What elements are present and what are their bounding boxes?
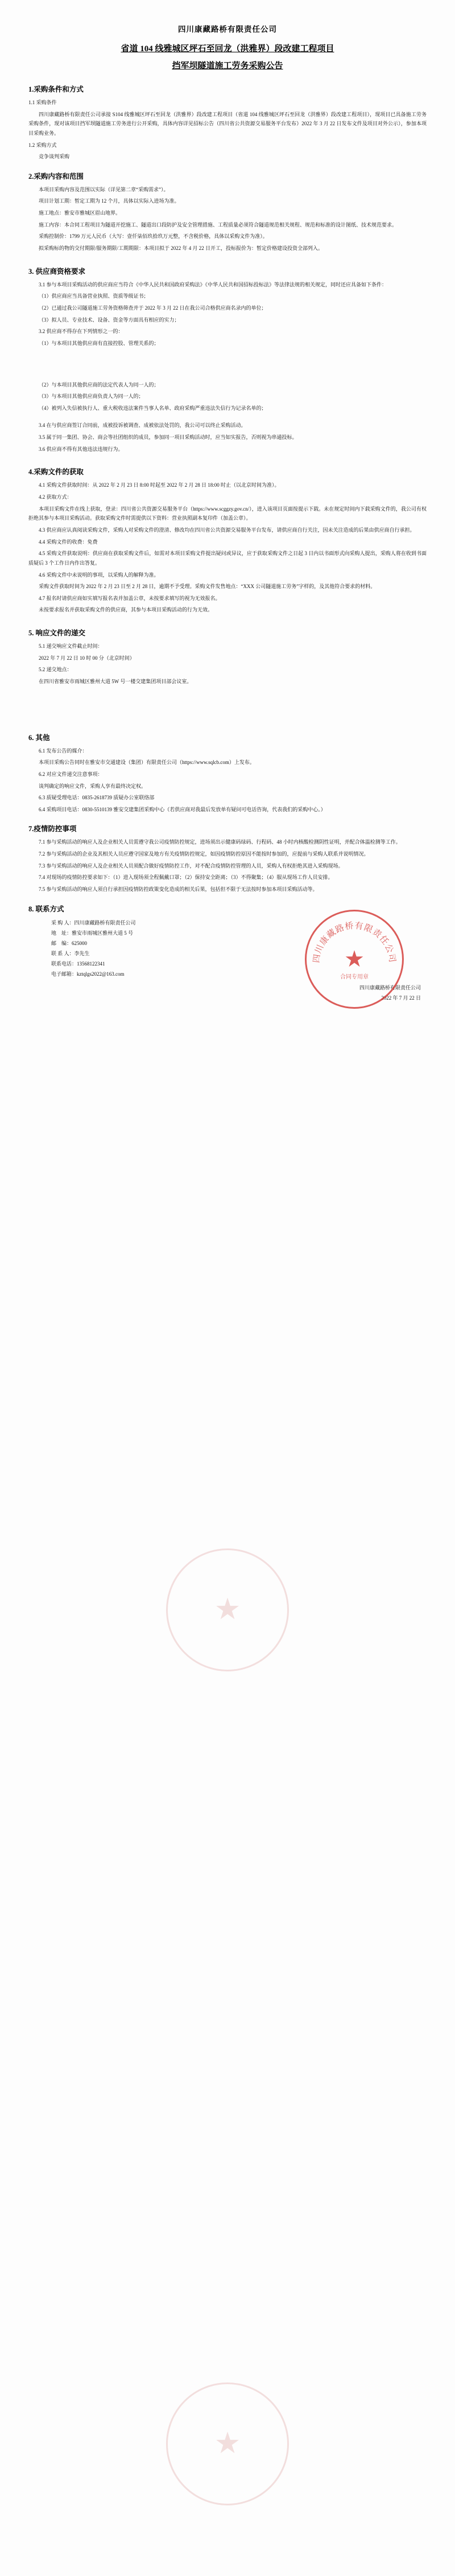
paragraph: 4.4 采购文件的收费：免费 (39, 539, 98, 545)
paragraph: 3.4 在与供应商签订合同前，成被投诉被调查、成被依法处罚的，我公司可以终止采购活动。 (39, 422, 246, 429)
contact-line: 联 系 人：李先生 (51, 950, 90, 956)
company-name: 四川康藏路桥有限责任公司 (178, 25, 277, 34)
watermark-seal-icon (166, 1548, 289, 1671)
section-procurement-conditions (28, 84, 427, 162)
contact-line: 联系电话：13568122341 (51, 960, 105, 967)
paragraph: 4.1 采购文件获取时间：从 2022 年 2 月 23 日 8:00 时起至 2022 年 2 月 28 日 18:00 时止（以北京时间为准）。 (39, 482, 280, 488)
document-sheet (28, 0, 427, 1129)
paragraph: 3.1 参与本项目采购活动的供应商应当符合《中华人民共和国政府采购法》《中华人民共和国招标投标法》等法律法规的相关规定，同时还应具备如下条件： (39, 281, 387, 287)
signature-org: 四川康藏路桥有限责任公司 (359, 984, 421, 991)
section-heading: 5. 响应文件的递交 (28, 629, 86, 638)
paragraph: （4）被列入失信被执行人、重大税收违法案件当事人名单、政府采购严重违法失信行为记录名单的； (39, 405, 267, 411)
document-title-line1-text: 省道 104 线雅城区坪石至回龙（洪雅界）段改建工程项目 (121, 44, 334, 54)
paragraph: 6.2 对应文件递交注意事项： (39, 771, 103, 777)
paragraph: 3.2 供应商不得存在下列情形之一的： (39, 328, 123, 335)
paragraph: 5.1 递交响应文件截止时间： (39, 643, 103, 650)
paragraph: 四川康藏路桥有限责任公司承接 S104 线雅城区坪石至回龙（洪雅界）段改建工程项目（省道 104 线雅城区坪石至回龙（洪雅界）段改建工程项目），现项目已具备施工劳务采购条件，现对该项目挡军坝隧道施工劳务进行公开采购，具体内容详见招标公告（四川省公共资源交易服务平台发布）2022 年 3 月 22 日发布文件及项目对外公示），参加本项目采购业务。 (28, 111, 427, 136)
paragraph: 竞争谈判采购 (39, 154, 70, 160)
section-heading: 2.采购内容和范围 (28, 172, 84, 180)
paragraph: 谈判确定的响应文件，采购人享有最终决定权。 (39, 783, 147, 789)
svg-text:四川康藏路桥有限责任公司: 四川康藏路桥有限责任公司 (312, 921, 397, 964)
contact-line: 采 购 人：四川康藏路桥有限责任公司 (51, 919, 136, 926)
paragraph: 6.4 采购项目电话：0830-5510139 雅安交建集团采购中心（若供应商对我最后发放单有疑问可电话咨询，代表我们的采购中心。） (39, 806, 326, 812)
section-heading: 8. 联系方式 (28, 905, 64, 913)
signature-block (28, 983, 427, 1003)
section-heading: 1.采购条件和方式 (28, 85, 84, 93)
document-title-line1 (28, 42, 427, 57)
paragraph: （3）与本项目其他供应商负责人为同一人的； (39, 393, 144, 400)
watermark-seal-icon (166, 2382, 289, 2505)
section-supplier-qualification (28, 266, 427, 454)
paragraph: 7.1 参与采购活动的响应人及企业相关人员需遵守我公司疫情防控规定，进场须出示健康码绿码、行程码、48 小时内核酸检测阴性证明，并配合体温检测等工作。 (39, 839, 401, 845)
contact-line: 地 址：雅安市雨城区雅州大道 5 号 (51, 930, 134, 936)
section-response-submission (28, 627, 427, 687)
signature-date: 2022 年 7 月 22 日 (381, 995, 421, 1001)
watermark-star-icon: ★ (214, 2427, 241, 2460)
document-title-line2 (28, 59, 427, 74)
watermark-star-icon: ★ (214, 1593, 241, 1626)
paragraph: 本项目采购内容及范围以实际（详见第二章“采购需求”）。 (39, 186, 169, 192)
contact-line: 电子邮箱：kztqlgs2022@163.com (51, 971, 125, 977)
section-epidemic-control (28, 823, 427, 894)
document-title-line2-text: 挡军坝隧道施工劳务采购公告 (172, 61, 283, 71)
paragraph: 未按要求报名并获取采购文件的供应商，其参与本项目采购活动的行为无效。 (39, 607, 213, 613)
paragraph: 6.3 质疑受理电话：0835-2618739 质疑办公室联络部 (39, 795, 155, 801)
paragraph: 4.6 采购文件中未说明的事项，以采购人的解释为准。 (39, 572, 159, 578)
paragraph: 7.5 参与采购活动的响应人须自行承担因疫情防控政策变化造成的相关后果，包括但不限于无法按时参加本项目采购活动等。 (39, 886, 318, 893)
paragraph: 1.2 采购方式 (28, 142, 57, 148)
section-heading: 6. 其他 (28, 733, 50, 742)
seal-star-icon: ★ (344, 946, 365, 972)
paragraph: 4.2 获取方式： (39, 494, 72, 500)
paragraph: 5.2 递交地点： (39, 667, 72, 673)
paragraph: （1）与本项目其他供应商有直接控股、管理关系的； (39, 340, 159, 346)
paragraph: 在四川省雅安市雨城区雅州大道 5W 号一楼交建集团项目部会议室。 (39, 678, 192, 684)
paragraph: 6.1 发布公告的媒介： (39, 747, 88, 754)
paragraph: 施工地点：雅安市雅城区眉山地界。 (39, 210, 121, 216)
paragraph: 施工内容：本合同工程项目为隧道开挖施工、隧道出口段防护及安全管理措施、工程质量必须符合隧道规范相关规程、规范和标准的设计图纸、技术规范要求。 (39, 221, 398, 228)
paragraph: 采购控制价：1799 万元人民币（大写：壹仟柒佰玖拾玖万元整，不含税价格，具体以采购文件为准）。 (39, 233, 268, 240)
paragraph: 7.2 参与采购活动的企业及其相关人员应遵守国家及地方有关疫情防控规定，如因疫情防控原因不能按时参加的，应提前与采购人联系并说明情况。 (39, 851, 369, 857)
paragraph: 7.4 对现场的疫情防控要求如下：（1）进入现场须全程佩戴口罩；（2）保持安全距离；（3）不得聚集；（4）服从现场工作人员安排。 (39, 874, 333, 881)
paragraph: 项目计划工期：暂定工期为 12 个月，具体以实际入进场为准。 (39, 198, 180, 204)
paragraph: 7.3 参与采购活动的响应人及企业相关人员须配合做好疫情防控工作，对不配合疫情防控管理的人员，采购人有权拒绝其进入采购现场。 (39, 862, 344, 869)
paragraph: 4.7 报名时请供应商如实填写报名表并加盖公章，未按要求填写的视为无效报名。 (39, 595, 221, 601)
paragraph: 本项目采购公告同时在雅安市交通建设（集团）有限责任公司（https://www.sqlcb.com）上发布。 (39, 759, 255, 766)
section-other (28, 732, 427, 815)
section-heading: 3. 供应商资格要求 (28, 267, 86, 276)
section-scope (28, 171, 427, 253)
paragraph: 4.5 采购文件获取说明：供应商在获取采购文件后，如需对本项目采购文件提出疑问或异议，应于获取采购文件之日起 3 日内以书面形式向采购人提出，采购人将在收到书面质疑后 3 个工作日内作出答复。 (28, 550, 427, 566)
paragraph: （3）拟人员、专业技术、设备、资金等方面具有相应的实力； (39, 317, 180, 323)
paragraph: 采购文件获取时间为 2022 年 2 月 23 日至 2 月 28 日，逾期不予受理。采购文件发售地点：“XXX 公司隧道施工劳务”字样的，及其他符合要求的材料。 (39, 584, 376, 590)
paragraph: （1）供应商应当具备营业执照、资质等级证书； (39, 293, 149, 299)
seal-sub-text: 合同专用章 (340, 973, 369, 980)
paragraph: 4.3 供应商应认真阅读采购文件，采购人对采购文件的澄清、修改均在四川省公共资源交易服务平台发布，请供应商自行关注，因未关注造成的后果由供应商自行承担。 (39, 527, 415, 533)
paragraph: 2022 年 7 月 22 日 10 时 00 分（北京时间） (39, 655, 135, 661)
contact-block (51, 918, 427, 979)
paragraph: 本项目采购文件在线上获取，登录：四川省公共资源交易服务平台（https://www.scggzy.gov.cn/），进入该项目页面按提示下载。未在规定时间内下载采购文件的，我公司有权拒绝其参与本项目采购活动。获取采购文件时需提供以下资料：营业执照副本复印件（加盖公章）。 (28, 506, 427, 521)
paragraph: 3.6 供应商不得有其他违法违规行为。 (39, 446, 123, 452)
section-document-acquisition (28, 466, 427, 615)
paragraph: 拟采购标的物的交付期限/服务期限/工期期限：本项目拟于 2022 年 4 月 22 日开工，投标报价为：暂定价格建设投资全部列入。 (39, 245, 324, 252)
contact-line: 邮 编：625000 (51, 940, 88, 946)
paragraph: （2）与本项目其他供应商的法定代表人为同一人的； (39, 381, 159, 388)
paragraph: （2）已通过我公司隧道施工劳务资格筛查并于 2022 年 3 月 22 日在我公司合格供应商名录内的单位； (39, 305, 267, 311)
paragraph: 1.1 采购条件 (28, 100, 57, 105)
section-heading: 4.采购文件的获取 (28, 468, 84, 476)
paragraph: 3.5 属于同一集团、协会、商会等社团组织的成员，参加同一项目采购活动时，应当如实报告，否则视为串通投标。 (39, 434, 297, 441)
section-contact (28, 903, 427, 1003)
section-heading: 7.疫情防控事项 (28, 825, 77, 833)
